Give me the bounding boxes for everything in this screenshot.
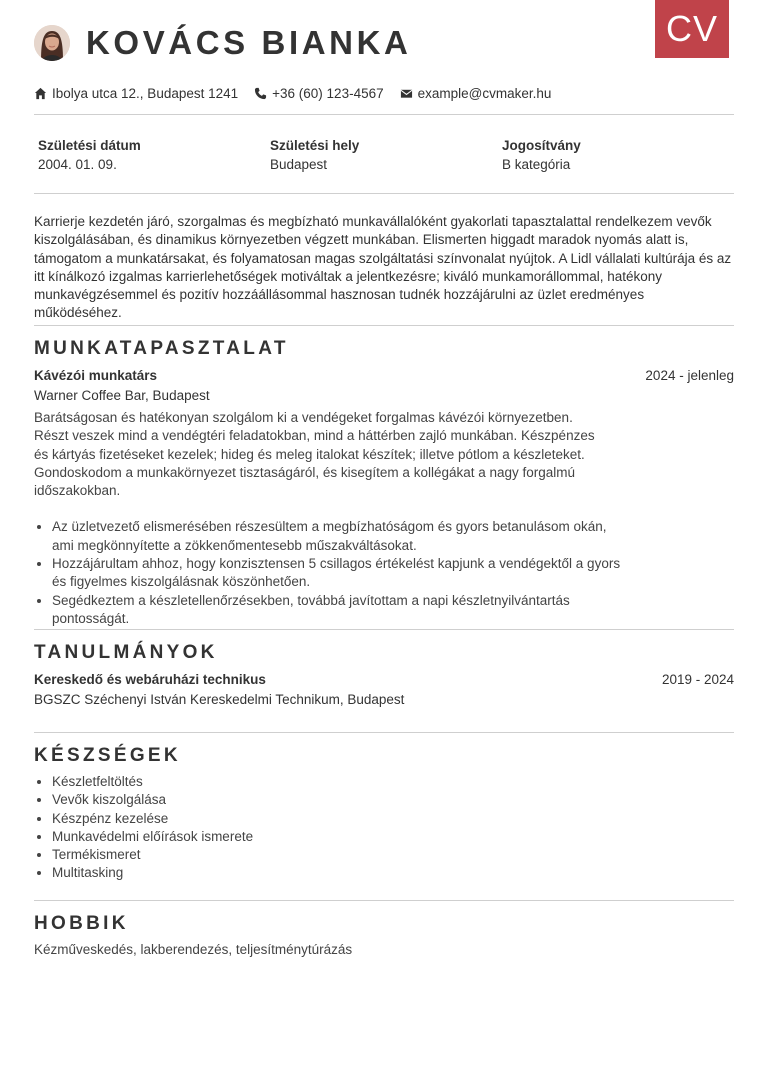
address-text: Ibolya utca 12., Budapest 1241 xyxy=(52,86,239,101)
section-title-experience: MUNKATAPASZTALAT xyxy=(34,338,289,359)
job-title: Kávézói munkatárs xyxy=(34,368,158,383)
divider xyxy=(34,900,734,901)
section-title-education: TANULMÁNYOK xyxy=(34,642,218,663)
list-item: • Készpénz kezelése xyxy=(52,810,253,828)
list-item: • Az üzletvezető elismerésében részesültem a megbízhatóságom és gyors betanulásom okán, ami megkönnyítette a zökkenőmentesebb műszakváltásokat. xyxy=(52,518,627,555)
avatar xyxy=(34,25,70,61)
detail-label: Születési hely xyxy=(270,138,360,153)
detail-driving-licence xyxy=(502,138,734,172)
candidate-name: KOVÁCS BIANKA xyxy=(86,24,412,61)
email-text: example@cvmaker.hu xyxy=(417,86,552,101)
envelope-icon xyxy=(400,87,413,100)
divider xyxy=(34,629,734,630)
education-dates: 2019 - 2024 xyxy=(661,672,734,687)
achievement-list xyxy=(34,518,627,628)
list-item: • Multitasking xyxy=(52,864,253,882)
detail-label: Születési dátum xyxy=(38,138,141,153)
contact-info xyxy=(34,86,567,101)
profile-summary: Karrierje kezdetén járó, szorgalmas és megbízható munkavállalóként gyakorlati tapasztalattal rendelkezem vevők kiszolgálásában, és dinamikus környezetben végzett munkában. Elismerten higgadt maradok nyomás alatt is, támogatom a munkatársakat, és folyamatosan magas szolgáltatási színvonalat nyújtok. A Lidl vállalati kultúrája és az itt kínálkozó izgalmas karrierlehetőségek motiváltak a jelentkezésre; kiváló munkamorállommal, hatékony munkavégzésemmel és pozitív hozzáállásommal hasznosan tudnék hozzájárulni az üzlet eredményes működéséhez. xyxy=(34,214,732,321)
divider xyxy=(34,325,734,326)
detail-value: 2004. 01. 09. xyxy=(38,157,117,172)
education-entry xyxy=(34,672,734,707)
contact-email xyxy=(400,86,552,101)
list-item: • Termékismeret xyxy=(52,846,253,864)
divider xyxy=(34,114,734,115)
detail-value: Budapest xyxy=(270,157,328,172)
phone-text: +36 (60) 123-4567 xyxy=(272,86,384,101)
section-title-hobbies: HOBBIK xyxy=(34,913,129,934)
detail-birth-date xyxy=(38,138,270,172)
skills-list xyxy=(34,773,253,883)
divider xyxy=(34,193,734,194)
personal-details xyxy=(38,138,734,172)
education-title: Kereskedő és webáruházi technikus xyxy=(34,672,266,687)
resume-header xyxy=(34,24,411,62)
detail-value: B kategória xyxy=(502,157,571,172)
experience-entry xyxy=(34,368,734,628)
job-employer: Warner Coffee Bar, Budapest xyxy=(34,388,210,403)
list-item: • Hozzájárultam ahhoz, hogy konzisztensen 5 csillagos értékelést kapjunk a vendégektől a gyors és figyelmes kiszolgálásnak köszönhetően. xyxy=(52,555,627,592)
list-item: • Segédkeztem a készletellenőrzésekben, továbbá javítottam a napi készletnyilvántartás pontosságát. xyxy=(52,592,627,629)
list-item: • Munkavédelmi előírások ismerete xyxy=(52,828,253,846)
education-school: BGSZC Széchenyi István Kereskedelmi Technikum, Budapest xyxy=(34,692,405,707)
contact-phone xyxy=(254,86,383,101)
list-item: • Készletfeltöltés xyxy=(52,773,253,791)
home-icon xyxy=(34,87,47,100)
list-item: • Vevők kiszolgálása xyxy=(52,791,253,809)
cv-badge: CV xyxy=(655,0,729,58)
detail-birth-place xyxy=(270,138,502,172)
job-dates: 2024 - jelenleg xyxy=(645,368,734,383)
divider xyxy=(34,732,734,733)
hobbies-text: Kézműveskedés, lakberendezés, teljesítménytúrázás xyxy=(34,942,353,957)
phone-icon xyxy=(254,87,267,100)
contact-address xyxy=(34,86,238,101)
section-title-skills: KÉSZSÉGEK xyxy=(34,745,181,766)
detail-label: Jogosítvány xyxy=(502,138,581,153)
job-description: Barátságosan és hatékonyan szolgálom ki a vendégeket forgalmas kávézói környezetben. Részt veszek mind a vendégtéri feladatokban, mind a háttérben zajló munkában. Készpénzes és kártyás fizetéseket kezelek; hideg és meleg italokat készítek; illetve pótlom a készleteket. Gondoskodom a munkakörnyezet tisztaságáról, és kisegítem a kollégákat a nagy forgalmú időszakokban. xyxy=(34,410,595,499)
